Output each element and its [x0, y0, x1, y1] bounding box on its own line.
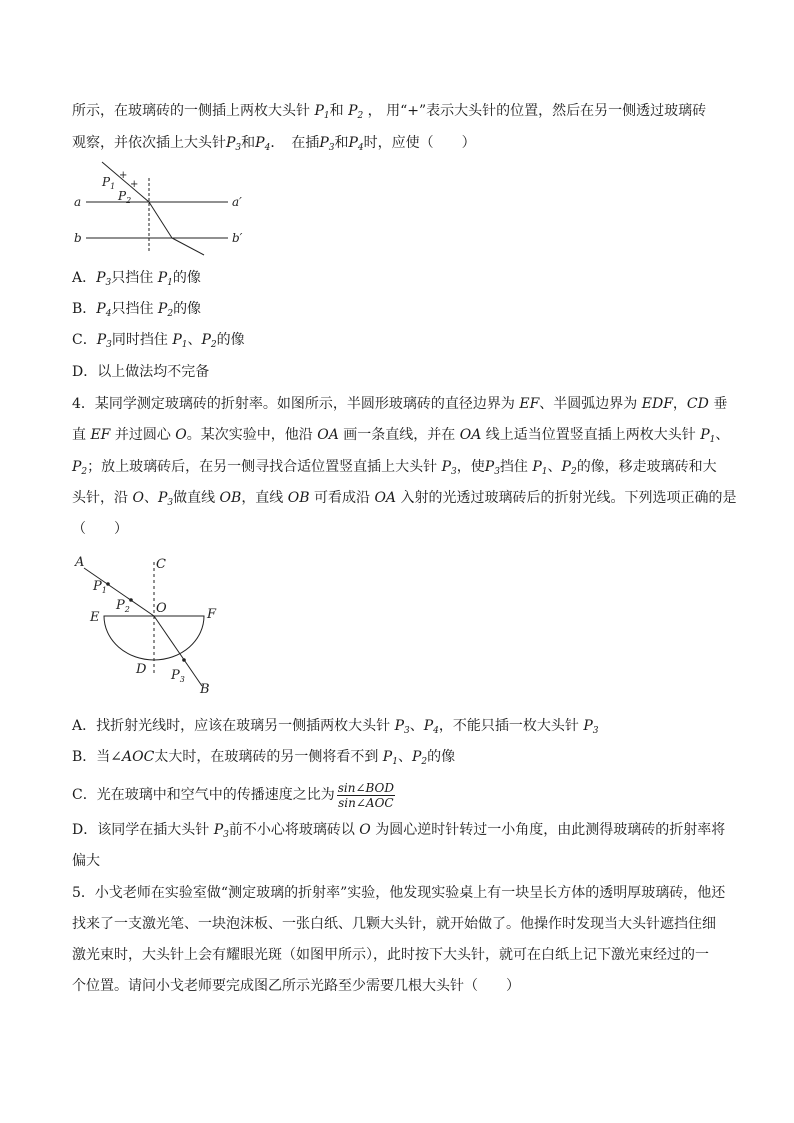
- label-F: F: [207, 607, 217, 622]
- q3-option-d: D．以上做法均不完备: [72, 364, 210, 380]
- q3-option-a: A．$P_3$只挡住 $P_1$的像: [72, 270, 201, 288]
- label-P3: $P_3$: [171, 668, 185, 684]
- pin-p2-marker: +: [130, 179, 139, 190]
- label-a-prime: a′: [232, 195, 242, 209]
- label-a: a: [74, 195, 82, 209]
- label-p2: $P_2$: [118, 189, 132, 205]
- q4-stem-line-4: 头针，沿 O、$P_3$做直线 OB，直线 OB 可看成沿 OA 入射的光透过玻璃砖后的折射光线。下列选项正确的是: [72, 490, 737, 508]
- refracted-ray: [149, 202, 172, 238]
- pin-p1-marker: +: [119, 170, 128, 181]
- label-D: D: [136, 662, 147, 677]
- label-p1: $P_1$: [102, 175, 116, 191]
- q4-option-d-continued: 偏大: [72, 853, 100, 869]
- q4-option-a: A．找折射光线时，应该在玻璃另一侧插两枚大头针 $P_3$、$P_4$，不能只插一枚大头针 $P_3$: [72, 718, 599, 736]
- pin-p2-dot: [129, 598, 133, 602]
- q4-stem-line-2: 直 EF 并过圆心 O。某次实验中，他沿 OA 画一条直线，并在 OA 线上适当位置竖直插上两枚大头针 $P_1$、: [72, 427, 730, 445]
- q4-semicircle-glass-figure: [70, 550, 230, 698]
- q4-option-c: C．光在玻璃中和空气中的传播速度之比为 $\frac{\text{sin∠BOD}}{\text{sin∠AOC}}$: [72, 780, 394, 810]
- q3-option-b: B．$P_4$只挡住 $P_2$的像: [72, 301, 202, 319]
- q5-stem-line-2: 找来了一支激光笔、一块泡沫板、一张白纸、几颗大头针，就开始做了。他操作时发现当大头针遮挡住细: [72, 916, 716, 932]
- label-B: B: [200, 682, 210, 697]
- label-C: C: [156, 557, 166, 572]
- q4-stem-line-3: $P_2$；放上玻璃砖后，在另一侧寻找合适位置竖直插上大头针 $P_3$，使$P_3$挡住 $P_1$、$P_2$的像，移走玻璃砖和大: [72, 459, 717, 477]
- q4-stem-line-5: （ ）: [72, 521, 128, 537]
- label-E: E: [90, 610, 100, 625]
- q3-stem-line-2: 观察，并依次插上大头针$P_3$和$P_4$． 在插$P_3$和$P_4$时，应使（ ）: [72, 135, 476, 153]
- pin-p3-dot: [182, 658, 186, 662]
- label-P1: $P_1$: [93, 579, 107, 595]
- q5-stem-line-3: 激光束时，大头针上会有耀眼光斑（如图甲所示），此时按下大头针，就可在白纸上记下激光束经过的一: [72, 947, 709, 963]
- q3-option-c: C．$P_3$同时挡住 $P_1$、$P_2$的像: [72, 332, 245, 350]
- emergent-ray: [172, 238, 204, 255]
- label-b-prime: b′: [232, 231, 243, 245]
- label-A: A: [75, 555, 85, 570]
- q5-stem-line-4: 个位置。请问小戈老师要完成图乙所示光路至少需要几根大头针（ ）: [72, 978, 520, 994]
- q5-stem-line-1: 5．小戈老师在实验室做“测定玻璃的折射率”实验，他发现实验桌上有一块呈长方体的透明厚玻璃砖，他还: [72, 885, 726, 901]
- label-b: b: [74, 231, 82, 245]
- q4-option-b: B．当∠AOC太大时，在玻璃砖的另一侧将看不到 $P_1$、$P_2$的像: [72, 749, 456, 767]
- speed-ratio-fraction: $\frac{\text{sin∠BOD}}{\text{sin∠AOC}}$: [337, 780, 394, 810]
- q4-stem-line-1: 4．某同学测定玻璃砖的折射率。如图所示，半圆形玻璃砖的直径边界为 EF、半圆弧边界为 EDF，CD 垂: [72, 396, 728, 412]
- label-P2: $P_2$: [116, 598, 130, 614]
- label-O: O: [156, 601, 167, 616]
- q4-option-d: D．该同学在插大头针 $P_3$前不小心将玻璃砖以 O 为圆心逆时针转过一小角度，由此测得玻璃砖的折射率将: [72, 822, 726, 840]
- q3-stem-line-1: 所示，在玻璃砖的一侧插上两枚大头针 $P_1$和 $P_2$ ， 用“+”表示大头针的位置，然后在另一侧透过玻璃砖: [72, 103, 707, 121]
- q3-glass-slab-figure: [70, 156, 260, 256]
